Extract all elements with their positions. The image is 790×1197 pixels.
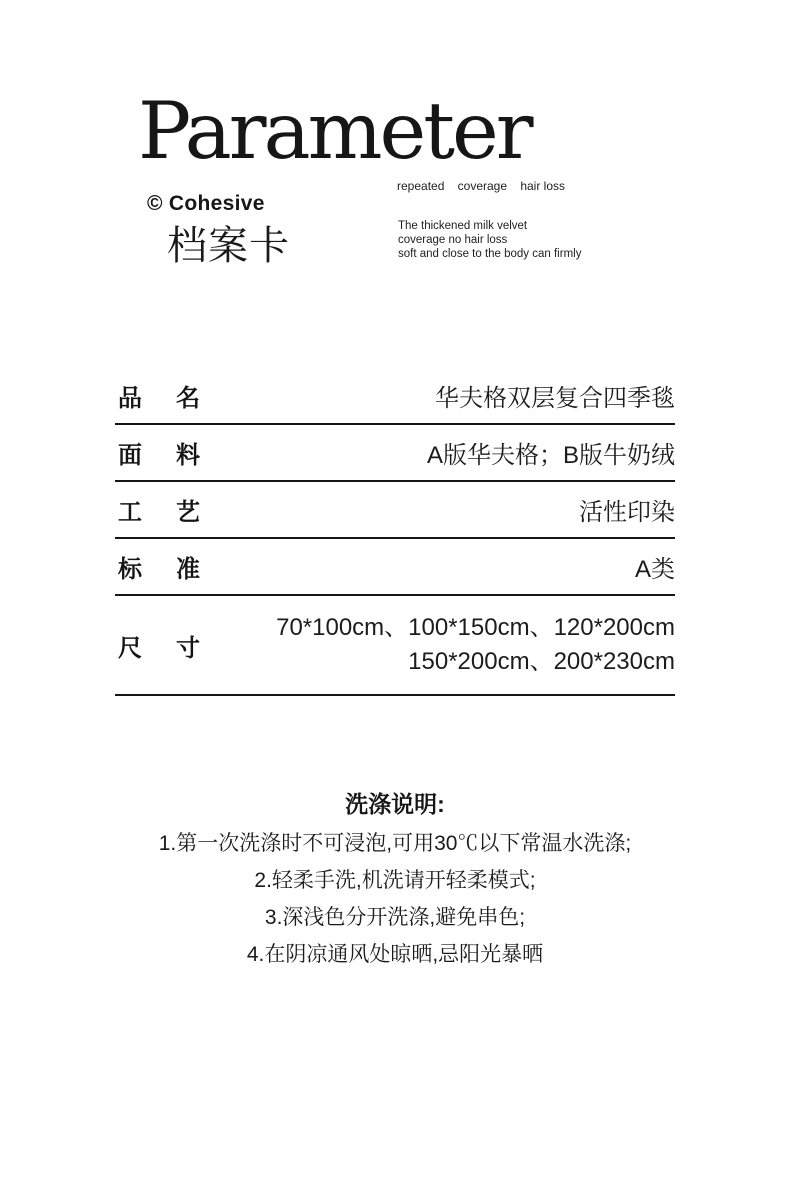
keyword-hair-loss: hair loss <box>520 179 565 193</box>
care-item: 2.轻柔手洗,机洗请开轻柔模式; <box>254 869 536 892</box>
size-line: 150*200cm、200*230cm <box>408 648 675 675</box>
spec-value: A类 <box>634 556 675 583</box>
keyword-row <box>397 179 565 193</box>
spec-label: 工 艺 <box>118 499 200 526</box>
description-line: soft and close to the body can firmly <box>398 247 582 260</box>
description-line: The thickened milk velvet <box>398 220 528 232</box>
spec-value <box>276 611 675 679</box>
spec-label: 尺 寸 <box>118 634 200 662</box>
card-title: 档案卡 <box>167 224 290 268</box>
spec-row-sizes <box>115 596 675 696</box>
size-line: 70*100cm、100*150cm、120*200cm <box>276 614 675 641</box>
care-item: 4.在阴凉通风处晾晒,忌阳光暴晒 <box>246 943 544 966</box>
care-item: 1.第一次洗涤时不可浸泡,可用30℃以下常温水洗涤; <box>158 832 632 855</box>
spec-row-craft <box>115 482 675 539</box>
spec-value: 华夫格双层复合四季毯 <box>435 385 675 412</box>
care-title: 洗涤说明: <box>345 791 445 817</box>
spec-label: 品 名 <box>118 385 200 412</box>
brand-name: © Cohesive <box>147 192 265 215</box>
spec-value: A版华夫格；B版牛奶绒 <box>426 442 675 469</box>
care-item: 3.深浅色分开洗涤,避免串色; <box>264 906 526 929</box>
spec-table <box>115 368 675 696</box>
parameter-wordmark: Parameter <box>138 85 531 177</box>
spec-label: 面 料 <box>118 442 200 469</box>
spec-row-fabric <box>115 425 675 482</box>
keyword-repeated: repeated <box>397 179 445 193</box>
spec-row-standard <box>115 539 675 596</box>
spec-label: 标 准 <box>118 556 200 583</box>
care-instructions-section <box>0 789 790 973</box>
description-line: coverage no hair loss <box>398 233 508 246</box>
spec-value: 活性印染 <box>579 499 675 526</box>
product-description <box>398 220 581 261</box>
keyword-coverage: coverage <box>457 179 508 193</box>
spec-row-product-name <box>115 368 675 425</box>
